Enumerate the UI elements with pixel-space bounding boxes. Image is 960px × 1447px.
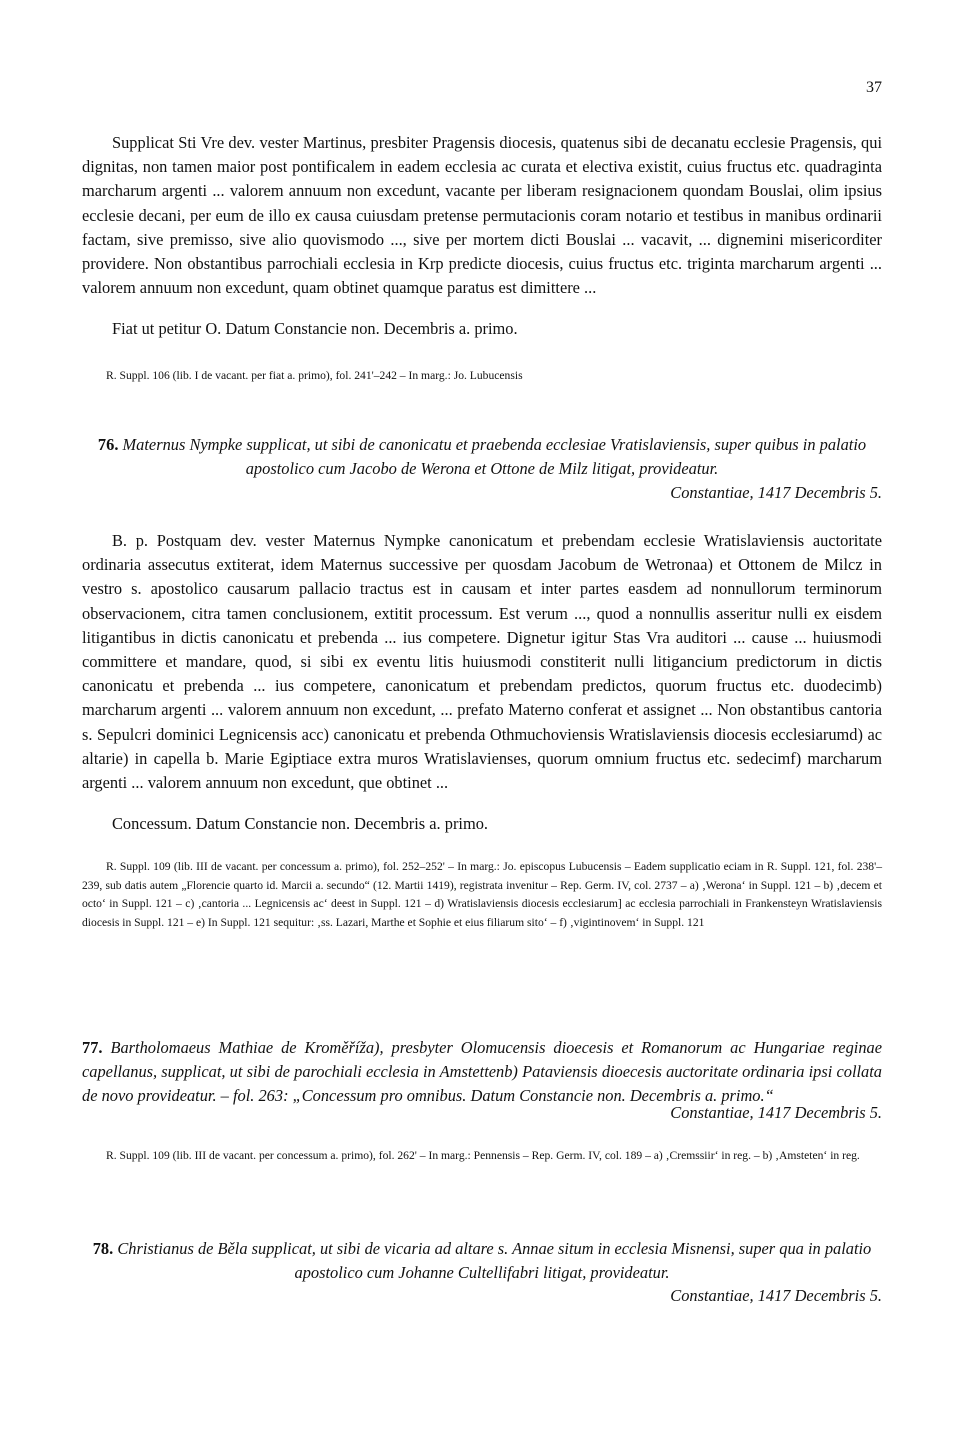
entry-77-heading-text: Bartholomaeus Mathiae de Kroměříža), presbyter Olomucensis dioecesis et Romanorum ac Hungariae reginae capellanus, supplicat, ut sibi de parochiali ecclesia in Amstettenb) Pataviensis dioecesis auctoritate ordinaria ipsi collata de novo provideatur. – fol. 263: „Concessum pro omnibus. Datum Constancie non. Decembris a. primo.“: [82, 1038, 882, 1106]
entry-77-number: 77.: [82, 1038, 103, 1057]
entry-76-number: 76.: [97, 435, 119, 454]
entry-78-heading-text: Christianus de Běla supplicat, ut sibi de vicaria ad altare s. Annae situm in ecclesia Misnensi, super qua in palatio apostolico cum Johanne Cultellifabri litigat, provideatur.: [117, 1239, 872, 1283]
entry-78-date: Constantiae, 1417 Decembris 5.: [670, 1286, 882, 1305]
entry-76-heading: [82, 433, 882, 481]
entry-77-heading: [82, 1036, 882, 1109]
entry-77-footnote: R. Suppl. 109 (lib. III de vacant. per concessum a. primo), fol. 262' – In marg.: Pennensis – Rep. Germ. IV, col. 189 – a) ‚Cremssiir‘ in reg. – b) ‚Amsteten‘ in reg.: [106, 1149, 860, 1162]
entry-76-date: Constantiae, 1417 Decembris 5.: [670, 483, 882, 502]
entry-78-number: 78.: [92, 1239, 114, 1258]
entry-76-footnote: R. Suppl. 109 (lib. III de vacant. per concessum a. primo), fol. 252–252' – In marg.: Jo. episcopus Lubucensis – Eadem supplicatio eciam in R. Suppl. 121, fol. 238'–239, sub datis autem „Florencie quarto id. Marcii a. secundo“ (12. Martii 1419), registrata invenitur – Rep. Germ. IV, col. 2737 – a) ‚Werona‘ in Suppl. 121 – b) ‚decem et octo‘ in Suppl. 121 – c) ‚cantoria ... Legnicensis ac‘ deest in Suppl. 121 – d) Wratislaviensis diocesis ecclesiarum] ac ecclesia parrochiali in Frankensteyn Wratislaviensis diocesis in Suppl. 121 – e) In Suppl. 121 sequitur: ‚ss. Lazari, Marthe et Sophie et eius filiarum sito‘ – f) ‚vigintinovem‘ in Suppl. 121: [82, 860, 882, 929]
page-number: 37: [866, 79, 882, 96]
entry-75-footnote: R. Suppl. 106 (lib. I de vacant. per fiat a. primo), fol. 241'–242 – In marg.: Jo. Lubucensis: [106, 369, 523, 382]
entry-76-heading-text: Maternus Nympke supplicat, ut sibi de canonicatu et praebenda ecclesiae Vratislaviensis, super quibus in palatio apostolico cum Jacobo de Werona et Ottone de Milz litigat, provideatur.: [122, 435, 867, 479]
entry-77-date: Constantiae, 1417 Decembris 5.: [670, 1103, 882, 1122]
entry-75-text: Supplicat Sti Vre dev. vester Martinus, presbiter Pragensis diocesis, quatenus sibi de decanatu ecclesie Pragensis, qui dignitas, non tamen maior post pontificalem in eadem ecclesia ac curata et electiva existit, cuius fructus etc. quadraginta marcharum argenti ... valorem annuum non excedunt, vacante per liberam resignacionem quondam Bouslai, olim ipsius ecclesie decani, per eum de illo ex causa cuiusdam pretense permutacionis coram notario et testibus in manibus ordinarii factam, sive premisso, sive alio quovismodo ..., sive per mortem dicti Bouslai ... vacavit, ... dignemini misericorditer providere. Non obstantibus parrochiali ecclesia in Krp predicte diocesis, cuius fructus etc. triginta marcharum argenti ... valorem annuum non excedunt, quam obtinet quamque paratus est dimittere ...: [82, 133, 882, 298]
entry-76-text: B. p. Postquam dev. vester Maternus Nympke canonicatum et prebendam ecclesie Wratislaviensis auctoritate ordinaria assecutus extiterat, idem Maternus successive per quosdam Jacobum de Wetronaa) et Ottonem de Milcz in vestro s. apostolico causarum pallacio tractus est in causam et inter partes easdem ad nonnullorum terminorum observacionem, citra tamen conclusionem, extitit processum. Est verum ..., quod a nonnullis asseritur nulli ex eisdem litigantibus in dictis canonicatu et prebenda ... ius competere. Dignetur igitur Stas Vra auditori ... cause ... huiusmodi committere et mandare, quod, si sibi ex eventu litis huiusmodi constiterit nulli litigancium predictorum in dictis canonicatu et prebenda ... ius competere, canonicatum et prebendam predictos, quorum fructus etc. duodecimb) marcharum argenti ... valorem annuum non excedunt, ... prefato Materno conferat et assignet ... Non obstantibus cantoria s. Sepulcri dominici Legnicensis acc) canonicatu et prebenda Othmuchoviensis Wratislaviensis diocesis ecclesiarumd) ac altarie) in capella b. Marie Egiptiace extra muros Wratislavienses, quorum omnium fructus etc. sedecimf) marcharum argenti ... valorem annuum non excedunt, que obtinet ...: [82, 531, 882, 793]
entry-75-closing: Fiat ut petitur O. Datum Constancie non. Decembris a. primo.: [112, 319, 518, 338]
entry-78-heading: [82, 1237, 882, 1285]
entry-76-closing: Concessum. Datum Constancie non. Decembris a. primo.: [112, 814, 489, 833]
